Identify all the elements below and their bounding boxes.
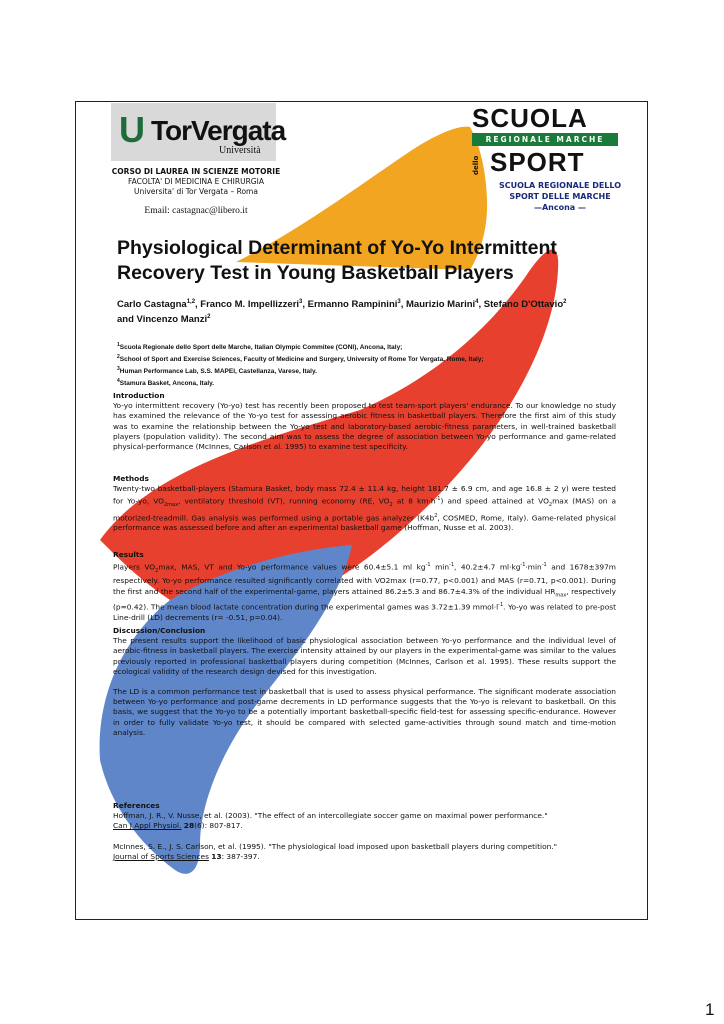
course-line-1: CORSO DI LAUREA IN SCIENZE MOTORIE xyxy=(111,167,281,176)
affiliation-list xyxy=(117,341,617,389)
author-4-sup: 4 xyxy=(475,299,479,305)
course-line-3: Universita' di Tor Vergata – Roma xyxy=(134,187,258,196)
title-line-2: Recovery Test in Young Basketball Players xyxy=(117,262,514,284)
page-title xyxy=(117,236,597,286)
caption-line-1: SCUOLA REGIONALE DELLO xyxy=(498,181,622,190)
caption-line-3: —Ancona — xyxy=(533,203,586,212)
reference-1-journal: Can J Appl Physiol. xyxy=(113,821,182,831)
affiliation-item: $^4$Stamura Basket, Ancona, Italy. xyxy=(117,377,215,388)
affiliation-item: $^3$Human Performance Lab, S.S. MAPEI, Castellanza, Varese, Italy. xyxy=(117,365,317,376)
author-3-sup: 3 xyxy=(397,299,401,305)
author-4: , Maurizio Marini xyxy=(400,299,476,311)
author-2-sup: 3 xyxy=(299,299,303,305)
logo-sport-word: SPORT xyxy=(490,147,585,177)
course-info xyxy=(96,167,296,197)
methods-body: Twenty-two basketball-players (Stamura Basket, body mass 72.4 ± 11.4 kg, height 181.7 ± 6.9 cm, and age 16.8 ± 2 y) were tested for Yo-yo, $VO_{2max}$, ventilatory threshold (VT), running economy (RE, $VO_2$ at 8 $km\cdot h^{-1}$) and speed attained at $VO_2\max$ (MAS) on a motorized-treadmill. Gas analysis was performed using a portable gas analyzer ($K4b^2$, COSMED, Rome, Italy). Game-related physical performance was assessed before and after an experimental basketball game (Hoffman, Nusse et al. 2003). xyxy=(113,484,616,533)
discussion-paragraph-2: The LD is a common performance test in basketball that is used to assess physical performance. The significant moderate association between Yo-yo performance and post-game decrements in LD performance suggests that the Yo-yo is relevant to basketball. On this basis, we suggest that the Yo-yo to be a potentially important basketball-specific field-test for assessing specific-endurance. However in order to fully validate Yo-yo test, it should be compared with selected game-activities through sound match and time-motion analysis. xyxy=(113,687,616,737)
references-heading: References xyxy=(113,801,160,810)
reference-2-journal: Journal of Sports Sciences xyxy=(113,851,209,861)
author-3: , Ermanno Rampinini xyxy=(302,299,398,311)
tor-vergata-logo xyxy=(111,103,286,161)
affiliation-item: $^1$Scuola Regionale dello Sport delle Marche, Italian Olympic Commitee (CONI), Ancona, Italy; xyxy=(117,342,403,352)
page-number: 1 xyxy=(705,1000,715,1019)
author-1-sup: 1,2 xyxy=(186,299,196,305)
scuola-sport-logo xyxy=(470,103,618,175)
introduction-heading: Introduction xyxy=(113,391,165,400)
discussion-paragraph-1: The present results support the likelihood of basic physiological association between Yo-yo performance and the individual level of aerobic-fitness in basketball players. The exercise intensity attained by our players in the experimental-game was similar to the values previously reported in professional basketball players during competition (McInnes, Carlson et al. 1995). These results support the ecological validity of the research design devised for this investigation. xyxy=(113,636,616,676)
author-5-sup: 2 xyxy=(563,299,567,305)
logo-word: TorVergata xyxy=(151,115,286,146)
discussion-heading: Discussion/Conclusion xyxy=(113,626,206,635)
logo-dello-word: dello xyxy=(472,155,480,175)
author-6-sup: 2 xyxy=(207,314,211,321)
results-section xyxy=(113,550,616,623)
logo-scuola-word: SCUOLA xyxy=(472,103,588,133)
reference-item: McInnes, S. E., J. S. Carlson, et al. (1995). "The physiological load imposed upon basketball players during competition." Journal of Sports Sciences 13: 387-397. xyxy=(113,841,558,861)
course-line-2: FACOLTA' DI MEDICINA E CHIRURGIA xyxy=(128,177,264,186)
references-section xyxy=(113,801,616,862)
scuola-caption xyxy=(495,180,625,213)
results-body: Players $VO_2\max$, MAS, VT and Yo-yo performance values were 60.4±5.1 ml $kg^{-1}$ $\min^{-1}$, 40.2±4.7 $ml\cdot kg^{-1}\cdot\min^{-1}$ and 1678±397m respectively. Yo-yo performance resulted significantly correlated with VO2max (r=0.77, p<0.001) and MAS (r=0.71, p<0.001). During the first and the second half of the experimental-game, players attained 86.2±5.3 and 86.7±4.3% of the individual $HR_{max}$, respectively (p=0.42). The mean blood lactate concentration during the experimental games was 3.72±1.39 $mmol\cdot l^{-1}$. Yo-yo was related to pre-post Line-drill (LD) decrements (r= -0.51, p=0.04). xyxy=(113,562,616,622)
introduction-body: Yo-yo intermittent recovery (Yo-yo) test has recently been proposed to test team-sport players' endurance. To our knowledge no study has examined the relevance of the Yo-yo test for assessing aerobic fitness in basketball players. Therefore the first aim of this study was to examine the relationship between the Yo-yo test and laboratory-based aerobic-fitness parameters, in well-trained basketball players (population validity). The second aim was to assess the degree of association between Yo-yo performance and game-related physical-performance (McInnes, Carlson et al. 1995) to examine test specificity. xyxy=(113,401,616,452)
author-list xyxy=(117,296,607,326)
caption-line-2: SPORT DELLE MARCHE xyxy=(509,192,611,201)
author-5: , Stefano D'Ottavio xyxy=(478,299,564,311)
discussion-section xyxy=(113,626,616,738)
results-heading: Results xyxy=(113,550,144,559)
author-2: , Franco M. Impellizzeri xyxy=(195,299,300,311)
title-line-1: Physiological Determinant of Yo-Yo Intermittent xyxy=(117,237,557,259)
author-1: Carlo Castagna xyxy=(117,299,187,311)
logo-regionale-bar: REGIONALE MARCHE xyxy=(472,133,618,146)
affiliation-item: $^2$School of Sport and Exercise Sciences, Faculty of Medicine and Surgery, University of Rome Tor Vergata, Rome, Italy; xyxy=(117,353,484,364)
logo-letter: U xyxy=(119,109,145,150)
reference-item: Hoffman, J. R., V. Nusse, et al. (2003). "The effect of an intercollegiate soccer game on maximal power performance." Can J Appl Physiol. 28(6): 807-817. xyxy=(113,811,548,831)
email-contact: Email: castagnac@libero.it xyxy=(144,206,248,216)
introduction-section xyxy=(113,391,616,452)
methods-section xyxy=(113,474,616,533)
author-6: and Vincenzo Manzi xyxy=(117,314,208,326)
logo-subtitle: Università xyxy=(219,145,261,156)
methods-heading: Methods xyxy=(113,474,149,483)
